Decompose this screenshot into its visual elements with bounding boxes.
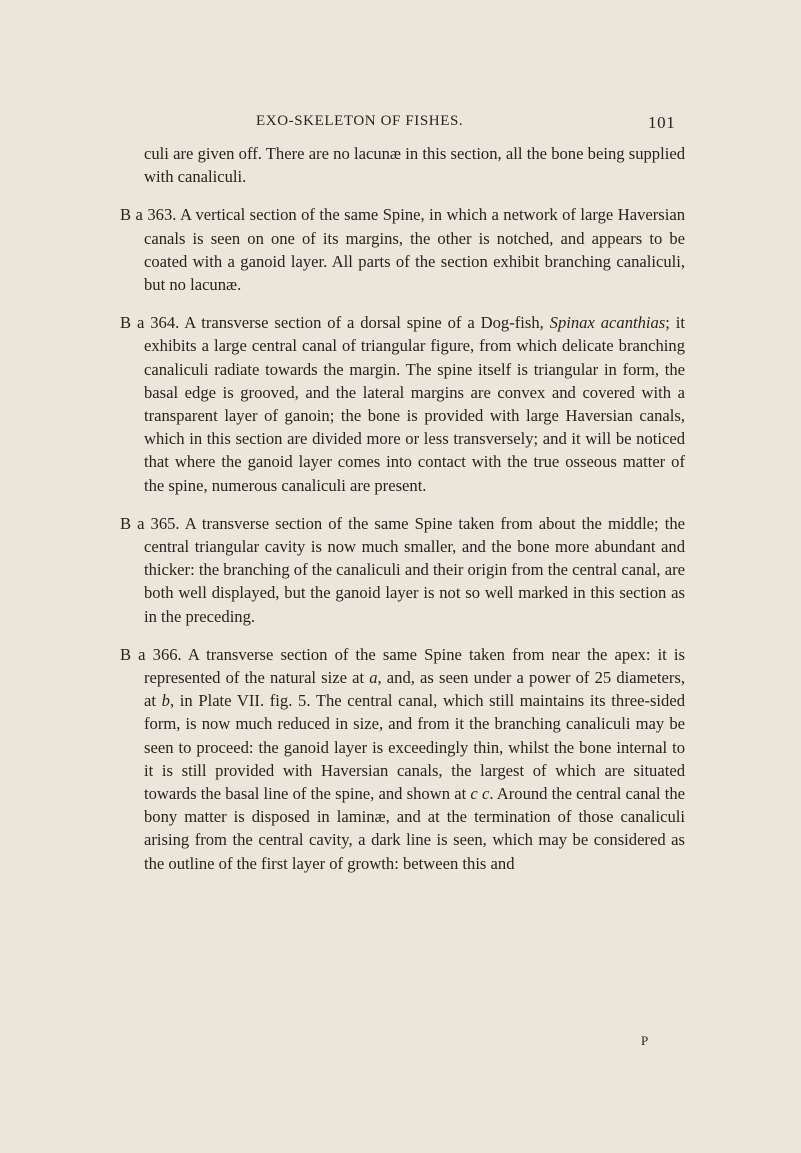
catalogue-entry-365 [120,512,685,628]
entry-text: A transverse section of the same Spine taken from near the apex: it is represented of the natural size at [144,644,685,688]
entry-text: A transverse section of the same Spine taken from about the middle; the central triangular cavity is now much smaller, and the bone more abundant and thicker: the branching of the canaliculi and their origin from the central canal, are both well displayed, but the ganoid layer is not so well marked in this section as in the preceding. [144,513,685,626]
page-number: 101 [648,113,676,132]
entry-text: . Around the central canal the bony matter is disposed in laminæ, and at the termination of those canaliculi arising from the central cavity, a dark line is seen, which may be considered as the outline of the first layer of growth: between this and [144,784,685,873]
entry-text: , and, as seen under a power of 25 diameters, at [144,668,685,711]
catalogue-entry-364 [120,311,685,497]
figure-letter: a [369,668,378,688]
entry-label: B a 365. [120,513,185,533]
catalogue-entry-363 [120,203,685,296]
running-title: EXO-SKELETON OF FISHES. [256,113,464,129]
catalogue-entry-366 [120,643,685,875]
entry-label: B a 363. [120,205,180,225]
figure-letter: b [161,691,170,711]
entry-text: A vertical section of the same Spine, in which a network of large Haversian canals is seen on one of its margins, the other is notched, and appears to be coated with a ganoid layer. All parts of the section exhibit branching canaliculi, but no lacunæ. [144,205,685,295]
signature-mark: P [641,1033,649,1048]
body-text [120,142,685,875]
species-name: Spinax acanthias [549,313,666,333]
entry-text: A transverse section of a dorsal spine of a Dog-fish, [184,313,550,333]
entry-label: B a 366. [120,644,188,664]
figure-letter: c c [470,784,490,804]
entry-text: ; it exhibits a large central canal of triangular figure, from which delicate branching canaliculi radiate towards the margin. The spine itself is triangular in form, the basal edge is grooved, and the lateral margins are convex and covered with a transparent layer of ganoin; the bone is provided with large Haversian canals, which in this section are divided more or less transversely; and it will be noticed that where the ganoid layer comes into contact with the true osseous matter of the spine, numerous canaliculi are present. [144,313,685,495]
continuation-paragraph: culi are given off. There are no lacunæ in this section, all the bone being supplied with canaliculi. [144,144,685,187]
entry-text: , in Plate VII. fig. 5. The central canal, which still maintains its three-sided form, is now much reduced in size, and from it the branching canaliculi may be seen to proceed: the ganoid layer is exceedingly thin, whilst the bone internal to it is still provided with Haversian canals, the largest of which are situated towards the basal line of the spine, and shown at [144,691,685,804]
entry-label: B a 364. [120,313,185,333]
running-header [0,113,801,137]
